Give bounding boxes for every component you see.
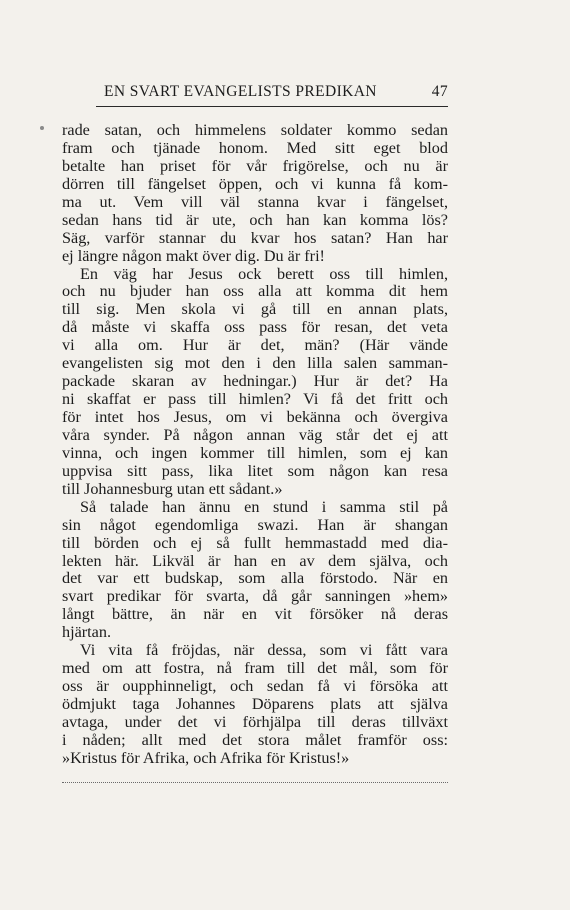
text-line: vi alla om. Hur är det, män? (Här vände (62, 336, 448, 355)
text-line: ma ut. Vem vill väl stanna kvar i fängelset, (62, 192, 448, 211)
text-line: Så talade han ännu en stund i samma stil på (80, 497, 448, 516)
text-line: till börden och ej så fullt hemmastadd med dia- (62, 533, 448, 552)
end-rule (62, 782, 448, 783)
text-line: då måste vi skaffa oss pass för resan, det veta (62, 318, 448, 337)
text-line: vinna, och ingen kommer till himlen, som ej kan (62, 443, 448, 462)
text-line: En väg har Jesus ock berett oss till himlen, (80, 264, 448, 283)
text-line: ej längre någon makt över dig. Du är fri! (62, 246, 325, 265)
text-line: fram och tjänade honom. Med sitt eget blod (62, 138, 448, 157)
text-line: med om att fostra, nå fram till det mål, som för (62, 659, 448, 678)
text-line: svart predikar för svarta, då går sanningen »hem» (62, 587, 448, 606)
text-line: lekten här. Likväl är han en av dem själva, och (62, 551, 448, 570)
text-line: »Kristus för Afrika, och Afrika för Kristus!» (62, 748, 350, 767)
text-line: sin något egendomliga swazi. Han är shangan (62, 515, 448, 534)
text-line: Vi vita få fröjdas, när dessa, som vi fått vara (80, 641, 448, 660)
text-line: betalte han priset för vår frigörelse, och nu är (62, 156, 448, 175)
margin-mark (40, 126, 44, 130)
text-line: till sig. Men skola vi gå till en annan plats, (62, 300, 448, 319)
body-text (62, 122, 448, 768)
text-line: sedan hans tid är ute, och han kan komma lös? (62, 210, 448, 229)
text-line: avtaga, under det vi förhjälpa till deras tillväxt (62, 712, 448, 731)
text-line: långt bättre, än när en vit försöker nå deras (62, 605, 448, 624)
running-head (96, 83, 448, 105)
header-rule (96, 106, 448, 107)
running-title: EN SVART EVANGELISTS PREDIKAN (104, 83, 377, 100)
text-line: Säg, varför stannar du kvar hos satan? Han har (62, 228, 448, 247)
text-line: uppvisa sitt pass, lika litet som någon kan resa (62, 461, 448, 480)
text-line: till Johannesburg utan ett sådant.» (62, 479, 283, 498)
text-line: rade satan, och himmelens soldater kommo sedan (62, 121, 448, 139)
text-line: för intet hos Jesus, om vi bekänna och övergiva (62, 408, 448, 426)
text-line: ni skaffat er pass till himlen? Vi få det fritt och (62, 390, 448, 409)
text-line: och nu bjuder han oss alla att komma dit hem (62, 282, 448, 301)
text-line: oss är oupphinneligt, och sedan få vi försöka att (62, 677, 448, 696)
text-line: packade skaran av hedningar.) Hur är det? Ha (62, 372, 448, 391)
text-line: i nåden; allt med det stora målet framför oss: (62, 730, 448, 749)
text-line: dörren till fängelset öppen, och vi kunna få kom- (62, 174, 448, 193)
text-line: det var ett budskap, som alla förstodo. När en (62, 569, 448, 588)
text-line: hjärtan. (62, 623, 111, 642)
text-line: våra synder. På någon annan väg står det ej att (62, 425, 448, 444)
text-line: ödmjukt taga Johannes Döparens plats att själva (62, 695, 448, 713)
page-number: 47 (431, 83, 448, 100)
text-line: evangelisten sig mot den i den lilla salen samman- (62, 354, 448, 373)
